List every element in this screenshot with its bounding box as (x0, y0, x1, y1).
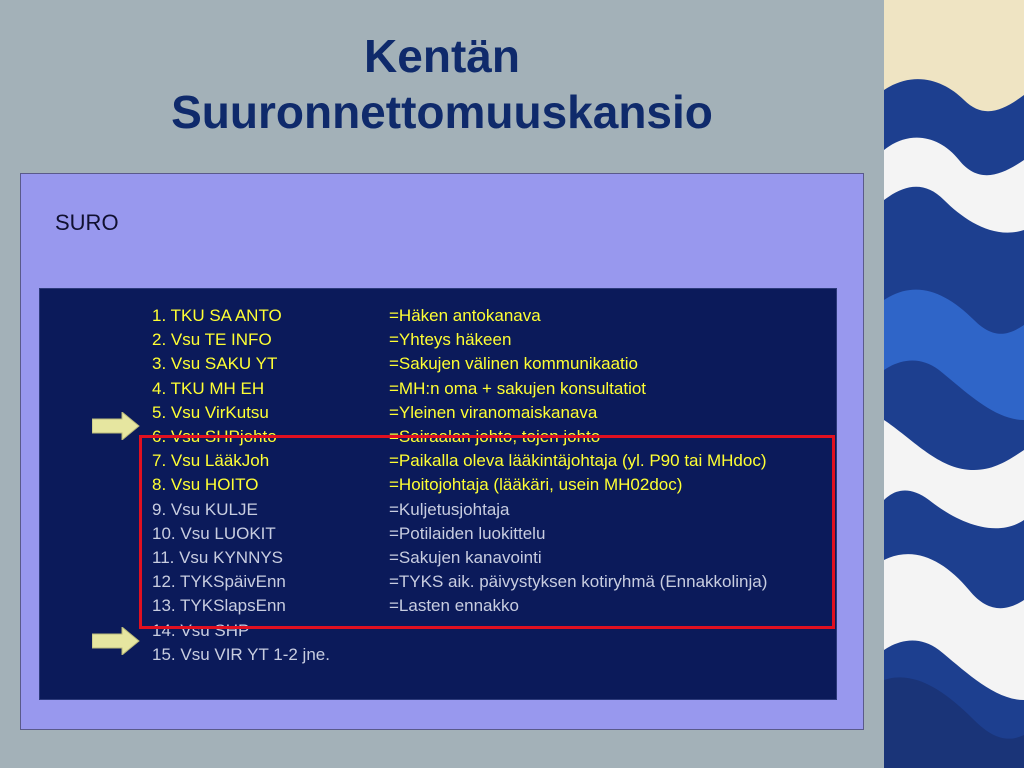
channel-description: =Potilaiden luokittelu (389, 523, 546, 543)
channel-code: 2. Vsu TE INFO (152, 330, 272, 350)
channel-description: =Yhteys häkeen (389, 330, 512, 350)
channel-description: =TYKS aik. päivystyksen kotiryhmä (Ennakkolinja) (389, 572, 768, 592)
channel-code: 8. Vsu HOITO (152, 475, 259, 495)
channel-description: =Lasten ennakko (389, 596, 519, 616)
channel-description: =Paikalla oleva lääkintäjohtaja (yl. P90 tai MHdoc) (389, 451, 767, 471)
channel-code: 10. Vsu LUOKIT (152, 523, 276, 543)
slide-title (0, 28, 884, 140)
channel-code: 3. Vsu SAKU YT (152, 354, 278, 374)
channel-code: 9. Vsu KULJE (152, 499, 258, 519)
channel-description: =Sakujen kanavointi (389, 548, 542, 567)
slide-title-line-1: Kentän (364, 30, 520, 82)
highlight-frame (139, 435, 835, 629)
channel-description: =Sairaalan johto, tojen johto (389, 427, 601, 446)
channel-code: 11. Vsu KYNNYS (152, 548, 284, 567)
channel-code: 15. Vsu VIR YT 1-2 jne. (152, 644, 330, 664)
arrow-icon-row-5 (92, 412, 140, 440)
channel-code: 7. Vsu LääkJoh (152, 451, 270, 471)
channel-code: 4. TKU MH EH (152, 378, 265, 398)
channel-code: 12. TYKSpäivEnn (152, 572, 286, 592)
channel-description: =Häken antokanava (389, 306, 541, 325)
channel-code: 1. TKU SA ANTO (152, 306, 282, 325)
channel-description: =Sakujen välinen kommunikaatio (389, 354, 639, 374)
channel-description: =Hoitojohtaja (lääkäri, usein MH02doc) (389, 475, 683, 495)
wave-decoration (884, 0, 1024, 768)
panel-heading: SURO (55, 210, 119, 235)
channel-description: =Kuljetusjohtaja (389, 499, 510, 519)
slide-title-line-2: Suuronnettomuuskansio (171, 86, 713, 138)
channel-code: 5. Vsu VirKutsu (152, 402, 269, 422)
channel-code: 13. TYKSlapsEnn (152, 596, 286, 616)
channel-code: 6. Vsu SHPjohto (152, 427, 277, 446)
arrow-icon-row-14 (92, 627, 140, 655)
channel-description: =Yleinen viranomaiskanava (389, 402, 598, 422)
channel-code: 14. Vsu SHP (152, 620, 250, 640)
channel-description: =MH:n oma + sakujen konsultatiot (389, 378, 647, 398)
